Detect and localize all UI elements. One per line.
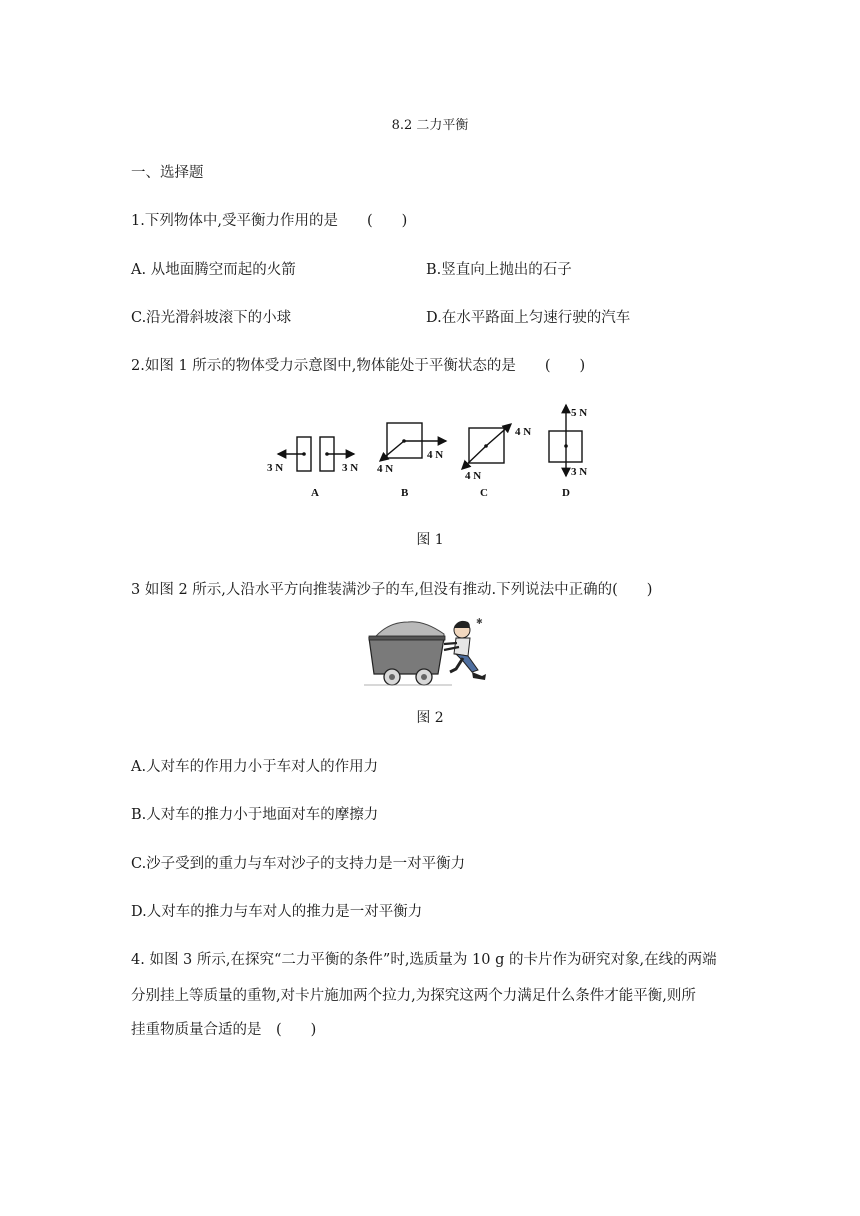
figure-1-force-diagrams bbox=[258, 398, 598, 504]
figure-label-a: A bbox=[311, 487, 319, 499]
figure-a-right-force: 3 N bbox=[342, 462, 359, 474]
figure-a-left-force: 3 N bbox=[267, 462, 284, 474]
q1-option-c: C.沿光滑斜坡滚下的小球 bbox=[131, 310, 292, 326]
q1-option-d: D.在水平路面上匀速行驶的汽车 bbox=[426, 310, 631, 326]
q4-stem-line-2: 分别挂上等质量的重物,对卡片施加两个拉力,为探究这两个力满足什么条件才能平衡,则所 bbox=[131, 988, 696, 1004]
figure-label-c: C bbox=[480, 487, 488, 499]
figure-label-d: D bbox=[562, 487, 570, 499]
figure-1-caption: 图 1 bbox=[416, 532, 444, 548]
figure-c-down-force: 4 N bbox=[465, 470, 482, 482]
q3-stem: 3 如图 2 所示,人沿水平方向推装满沙子的车,但没有推动.下列说法中正确的( ) bbox=[131, 582, 653, 598]
figure-2-cart-illustration bbox=[364, 614, 494, 688]
figure-b-horizontal-force: 4 N bbox=[427, 449, 444, 461]
figure-d-up-force: 5 N bbox=[571, 407, 588, 419]
q3-option-a: A.人对车的作用力小于车对人的作用力 bbox=[131, 759, 379, 775]
section-heading: 一、选择题 bbox=[131, 165, 204, 181]
q3-option-b: B.人对车的推力小于地面对车的摩擦力 bbox=[131, 807, 379, 823]
q1-option-b: B.竖直向上抛出的石子 bbox=[426, 262, 572, 278]
q3-option-c: C.沙子受到的重力与车对沙子的支持力是一对平衡力 bbox=[131, 856, 466, 872]
q1-stem: 1.下列物体中,受平衡力作用的是 ( ) bbox=[131, 213, 408, 229]
figure-c-up-force: 4 N bbox=[515, 426, 532, 438]
q3-option-d: D.人对车的推力与车对人的推力是一对平衡力 bbox=[131, 904, 423, 920]
q1-option-a: A. 从地面腾空而起的火箭 bbox=[131, 262, 296, 278]
q4-stem-line-1: 4. 如图 3 所示,在探究“二力平衡的条件”时,选质量为 10 g 的卡片作为研究对象,在线的两端 bbox=[131, 952, 717, 968]
q4-stem-line-3: 挂重物质量合适的是 ( ) bbox=[131, 1022, 317, 1038]
figure-d-down-force: 3 N bbox=[571, 466, 588, 478]
figure-label-b: B bbox=[401, 487, 409, 499]
svg-text:✱: ✱ bbox=[476, 617, 483, 626]
figure-2-caption: 图 2 bbox=[416, 710, 444, 726]
page-title: 8.2 二力平衡 bbox=[391, 118, 469, 133]
figure-b-diagonal-force: 4 N bbox=[377, 463, 394, 475]
q2-stem: 2.如图 1 所示的物体受力示意图中,物体能处于平衡状态的是 ( ) bbox=[131, 358, 586, 374]
